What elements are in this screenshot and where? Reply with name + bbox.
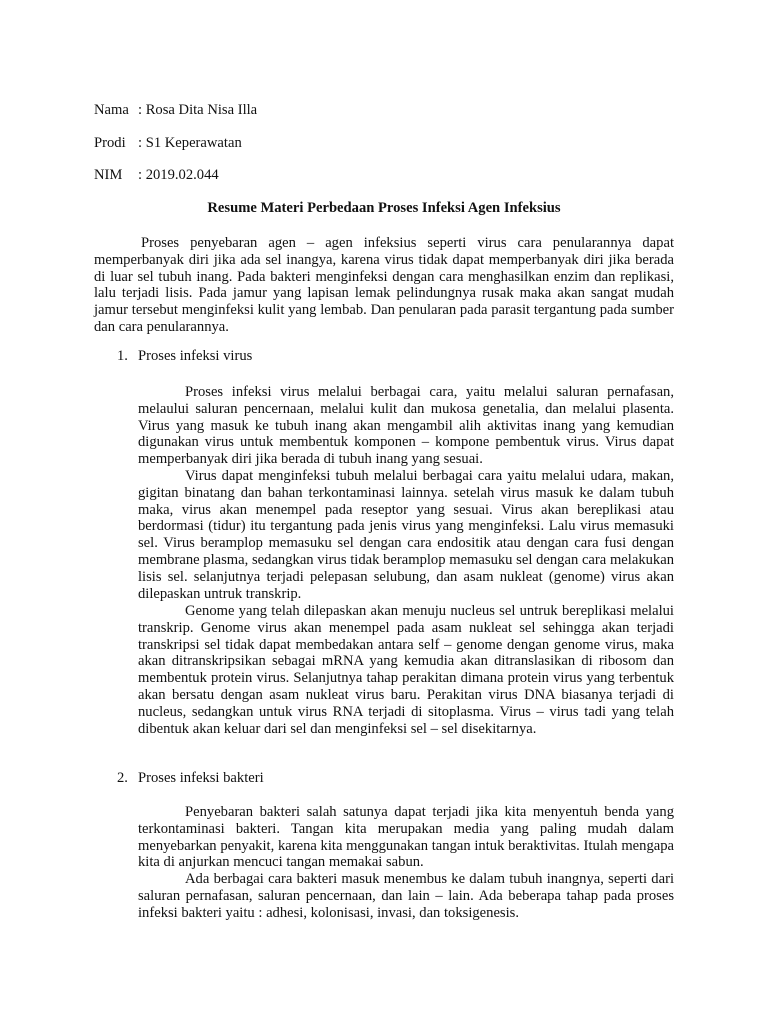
intro-paragraph: Proses penyebaran agen – agen infeksius seperti virus cara penularannya dapat memperbanyak diri jika ada sel inangya, karena virus tidak dapat memperbanyak diri jika berada di luar sel tubuh inang. Pada bakteri menginfeksi dengan cara menghasilkan enzim dan replikasi, lalu terjadi lisis. Pada jamur yang lapisan lemak pelindungnya rusak maka akan sangat mudah jamur tersebut menginfeksi kulit yang lembab. Dan penularan pada parasit tergantung pada sumber dan cara penularannya.	[94, 235, 674, 335]
section-title: Proses infeksi virus	[138, 348, 253, 364]
section-heading-bakteri	[117, 770, 264, 787]
section-heading-virus	[117, 348, 252, 365]
info-prodi	[94, 135, 242, 152]
document-title: Resume Materi Perbedaan Proses Infeksi Agen Infeksius	[207, 200, 561, 216]
virus-paragraph-1: Proses infeksi virus melalui berbagai cara, yaitu melalui saluran pernafasan, melaului saluran pencernaan, melalui kulit dan mukosa genetalia, dan melalui plasenta. Virus yang masuk ke tubuh inang akan mengambil alih aktivitas inang yang kemudian digunakan virus untuk membentuk komponen – kompone pembentuk virus. Virus dapat memperbanyak diri jika berada di tubuh inang yang sesuai.	[138, 384, 674, 468]
virus-paragraph-2: Virus dapat menginfeksi tubuh melalui berbagai cara yaitu melalui udara, makan, gigitan binatang dan bahan terkontaminasi lainnya. setelah virus masuk ke dalam tubuh maka, virus akan menempel pada reseptor yang sesuai. Virus akan bereplikasi atau berdormasi (tidur) itu tergantung pada jenis virus yang menginfeksi. Lalu virus memasuki sel. Virus beramplop memasuku sel dengan cara endositik atau dengan cara fusi dengan membrane plasma, sedangkan virus tidak beramplop memasuku sel dengan cara melakukan lisis sel. selanjutnya terjadi pelepasan selubung, dan asam nukleat (genome) virus akan dilepaskan untruk transkrip.	[138, 468, 674, 602]
nim-label: NIM	[94, 167, 123, 183]
section-title: Proses infeksi bakteri	[138, 770, 264, 786]
info-nama	[94, 102, 257, 119]
section-number: 1.	[117, 348, 128, 364]
nama-value: : Rosa Dita Nisa Illa	[138, 102, 258, 118]
virus-paragraph-3: Genome yang telah dilepaskan akan menuju nucleus sel untruk bereplikasi melalui transkrip. Genome virus akan menempel pada asam nukleat sel sehingga akan terjadi transkripsi sel tidak dapat membedakan antara self – genome dengan genome virus, maka akan ditranskripsikan sebagai mRNA yang kemudia akan ditranslasikan di ribosom dan membentuk protein virus. Selanjutnya tahap perakitan dimana protein virus yang terbentuk akan bersatu dengan asam nukleat virus baru. Perakitan virus DNA biasanya terjadi di nucleus, sedangkan untuk virus RNA terjadi di sitoplasma. Virus – virus tadi yang telah dibentuk akan keluar dari sel dan menginfeksi sel – sel disekitarnya.	[138, 603, 674, 737]
nim-value: : 2019.02.044	[138, 167, 219, 183]
prodi-value: : S1 Keperawatan	[138, 135, 242, 151]
bakteri-paragraph-2: Ada berbagai cara bakteri masuk menembus ke dalam tubuh inangnya, seperti dari saluran pernafasan, saluran pencernaan, dan lain – lain. Ada beberapa tahap pada proses infeksi bakteri yaitu : adhesi, kolonisasi, invasi, dan toksigenesis.	[138, 871, 674, 921]
info-nim	[94, 167, 219, 184]
section-number: 2.	[117, 770, 128, 786]
prodi-label: Prodi	[94, 135, 126, 151]
bakteri-paragraph-1: Penyebaran bakteri salah satunya dapat terjadi jika kita menyentuh benda yang terkontaminasi bakteri. Tangan kita merupakan media yang paling mudah dalam menyebarkan penyakit, karena kita menggunakan tangan intuk beraktivitas. Itulah mengapa kita di anjurkan mencuci tangan memakai sabun.	[138, 804, 674, 871]
nama-label: Nama	[94, 102, 129, 118]
